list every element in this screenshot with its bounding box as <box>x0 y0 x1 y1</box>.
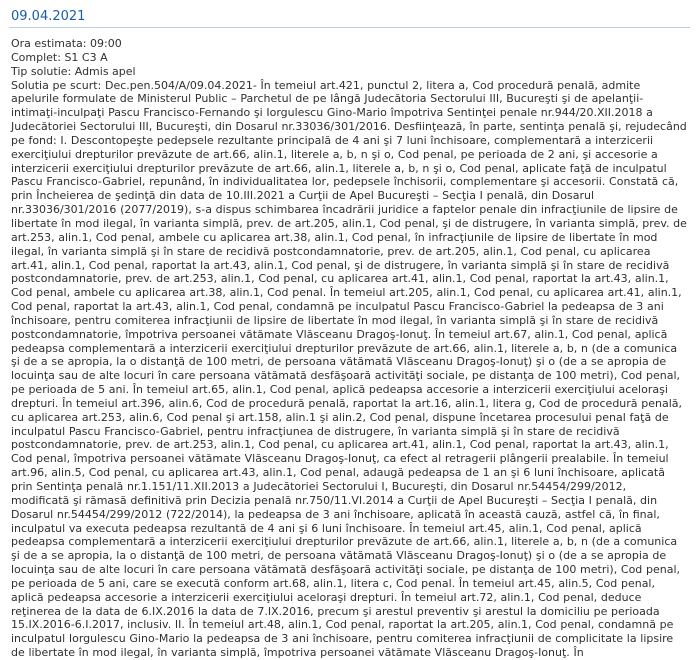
decision-date: 09.04.2021 <box>11 9 86 24</box>
solution-summary: Solutia pe scurt: Dec.pen.504/A/09.04.2021- În temeiul art.421, punctul 2, litera a, Cod procedură penală, admite apelurile formulate de Ministerul Public – Parchetul de pe lângă Judecătoria Sectorului III, Bucureşti şi de apelanţii-intimaţi-inculpaţi Pascu Francisco-Fernando şi Iorgulescu Gino-Mario împotriva Sentinţei penale nr.944/20.XII.2018 a Judecătoriei Sectorului III, Bucureşti, din Dosarul nr.33036/301/2016. Desfiinţează, în parte, sentinţa penală şi, rejudecând pe fond: I. Descontopeşte pedepsele rezultante principală de 4 ani şi 7 luni închisoare, complementară a interzicerii exerciţiului drepturilor prevăzute de art.66, alin.1, literele a, b, n şi o, Cod penal, pe perioada de 2 ani, şi accesorie a interzicerii exerciţiului drepturilor prevăzute de art.66, alin.1, literele a, b, n şi o, Cod penal, aplicate faţă de inculpatul Pascu Francisco-Gabriel, repunând, în individualitatea lor, pedepsele închisorii, complementare şi accesorii. Constată că, prin Încheierea de şedinţă din data de 10.III.2021 a Curţii de Apel Bucureşti – Secţia I penală, din Dosarul nr.33036/301/2016 (2077/2019), s-a dispus schimbarea încadrării juridice a faptelor penale din infracţiunile de lipsire de libertate în mod ilegal, în varianta simplă, prev. de art.205, alin.1, Cod penal, şi de distrugere, în varianta simplă, prev. de art.253, alin.1, Cod penal, ambele cu aplicarea art.38, alin.1, Cod penal, în infracţiunile de lipsire de libertate în mod ilegal, în varianta simplă şi în stare de recidivă postcondamnatorie, prev. de art.205, alin.1, Cod penal, cu aplicarea art.41, alin.1, Cod penal, raportat la art.43, alin.1, Cod penal, şi de distrugere, în varianta simplă şi în stare de recidivă postcondamnatorie, prev. de art.253, alin.1, Cod penal, cu aplicarea art.41, alin.1, Cod penal, raportat la art.43, alin.1, Cod penal, ambele cu aplicarea art.38, alin.1, Cod penal. În temeiul art.205, alin.1, Cod penal, cu aplicarea art.41, alin.1, Cod penal, raportat la art.43, alin.1, Cod penal, condamnă pe inculpatul Pascu Francisco-Gabriel la pedeapsa de 3 ani închisoare, pentru comiterea infracţiunii de lipsire de libertate în mod ilegal, în varianta simplă şi în stare de recidivă postcondamnatorie, împotriva persoanei vătămate Vlăsceanu Dragoş-Ionuţ. În temeiul art.67, alin.1, Cod penal, aplică pedeapsa complementară a interzicerii exerciţiului drepturilor prevăzute de art.66, alin.1, literele a, b, n (de a comunica şi de a se apropia, la o distanţă de 100 metri, de persoana vătămată Vlăsceanu Dragoş-Ionuţ) şi o (de a se apropia de locuinţa sau de alte locuri în care persoana vătămată desfăşoară activităţi sociale, pe distanţa de 100 metri), Cod penal, pe perioada de 5 ani. În temeiul art.65, alin.1, Cod penal, aplică pedeapsa accesorie a interzicerii exerciţiului aceloraşi drepturi. În temeiul art.396, alin.6, Cod de procedură penală, raportat la art.16, alin.1, litera g, Cod de procedură penală, cu aplicarea art.253, alin.6, Cod penal şi art.158, alin.1 şi alin.2, Cod penal, dispune încetarea procesului penal faţă de inculpatul Pascu Francisco-Gabriel, pentru infracţiunea de distrugere, în varianta simplă şi în stare de recidivă postcondamnatorie, prev. de art.253, alin.1, Cod penal, cu aplicarea art.41, alin.1, Cod penal, raportat la art.43, alin.1, Cod penal, împotriva persoanei vătămate Vlăsceanu Dragoş-Ionuţ, ca efect al retragerii plângerii prealabile. În temeiul art.96, alin.5, Cod penal, cu aplicarea art.43, alin.1, Cod penal, adaugă pedeapsa de 1 an şi 6 luni închisoare, aplicată prin Sentinţa penală nr.1.151/11.XII.2013 a Judecătoriei Sectorului I, Bucureşti, din Dosarul nr.54454/299/2012, modificată şi rămasă definitivă prin Decizia penală nr.750/11.VI.2014 a Curţii de Apel Bucureşti – Secţia I penală, din Dosarul nr.54454/299/2012 (722/2014), la pedeapsa de 3 ani închisoare, aplicată în această cauză, astfel că, în final, inculpatul va executa pedeapsa rezultantă de 4 ani şi 6 luni închisoare. În temeiul art.45, alin.1, Cod penal, aplică pedeapsa complementară a interzicerii exerciţiului drepturilor prevăzute de art.66, alin.1, literele a, b, n (de a comunica şi de a se apropia, la o distanţă de 100 metri, de persoana vătămată Vlăsceanu Dragoş-Ionuţ) şi o (de a se apropia de locuinţa sau de alte locuri în care persoana vătămată desfăşoară activităţi sociale, pe distanţa de 100 metri), Cod penal, pe perioada de 5 ani, care se execută conform art.68, alin.1, litera c, Cod penal. În temeiul art.45, alin.5, Cod penal, aplică pedeapsa accesorie a interzicerii exerciţiului aceloraşi drepturi. În temeiul art.72, alin.1, Cod penal, deduce reţinerea de la data de 6.IX.2016 la data de 7.IX.2016, precum şi arestul preventiv şi arestul la domiciliu pe perioada 15.IX.2016-6.I.2017, inclusiv. II. În temeiul art.48, alin.1, Cod penal, raportat la art.205, alin.1, Cod penal, condamnă pe inculpatul Iorgulescu Gino-Mario la pedeapsa de 3 ani închisoare, pentru comiterea infracţiunii de complicitate la lipsire de libertate în mod ilegal, în varianta simplă, împotriva persoanei vătămate Vlăsceanu Dragoş-Ionuţ. În <box>11 78 687 660</box>
decision-details <box>11 37 687 660</box>
estimated-time: Ora estimata: 09:00 <box>11 37 122 50</box>
panel-complet: Complet: S1 C3 A <box>11 50 108 64</box>
solution-type: Tip solutie: Admis apel <box>11 64 136 78</box>
header-divider <box>9 27 690 28</box>
